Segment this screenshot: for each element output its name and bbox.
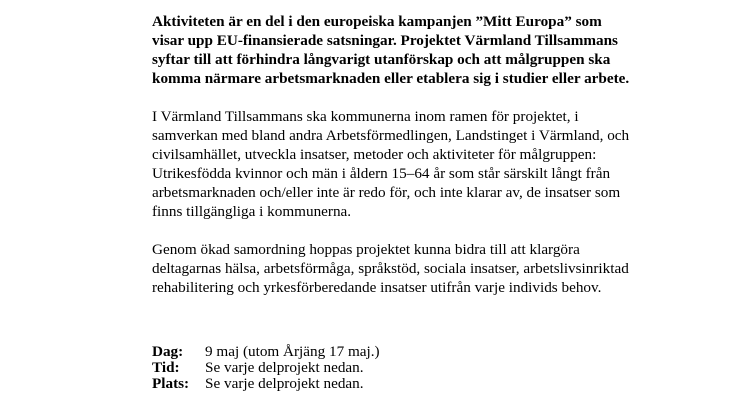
place-label: Plats: xyxy=(152,375,190,392)
coordination-paragraph: Genom ökad samordning hoppas projektet kunna bidra till att klargöra deltagarnas hälsa, arbetsförmåga, språkstöd, sociala insatser, arbetslivsinriktad rehabilitering och yrkesförberedande insatser utifrån varje individs behov. xyxy=(152,241,629,296)
document-body xyxy=(152,12,632,297)
time-label: Tid: xyxy=(152,359,180,376)
event-details-table xyxy=(152,344,380,392)
day-row xyxy=(152,344,380,360)
time-row xyxy=(152,360,380,376)
place-row xyxy=(152,376,380,392)
day-value: 9 maj (utom Årjäng 17 maj.) xyxy=(205,343,380,360)
day-label: Dag: xyxy=(152,343,184,360)
project-description-paragraph: I Värmland Tillsammans ska kommunerna inom ramen för projektet, i samverkan med bland andra Arbetsförmedlingen, Landstinget i Värmland, och civilsamhället, utveckla insatser, metoder och aktiviteter för målgruppen: Utrikesfödda kvinnor och män i åldern 15–64 år som står särskilt långt från arbetsmarknaden och/eller inte är redo för, och inte klarar av, de insatser som finns tillgängliga i kommunerna. xyxy=(152,108,630,220)
intro-paragraph: Aktiviteten är en del i den europeiska kampanjen ”Mitt Europa” som visar upp EU-finansierade satsningar. Projektet Värmland Tillsammans syftar till att förhindra långvarigt utanförskap och att målgruppen ska komma närmare arbetsmarknaden eller etablera sig i studier eller arbete. xyxy=(152,13,630,87)
time-value: Se varje delprojekt nedan. xyxy=(205,359,364,376)
place-value: Se varje delprojekt nedan. xyxy=(205,375,364,392)
